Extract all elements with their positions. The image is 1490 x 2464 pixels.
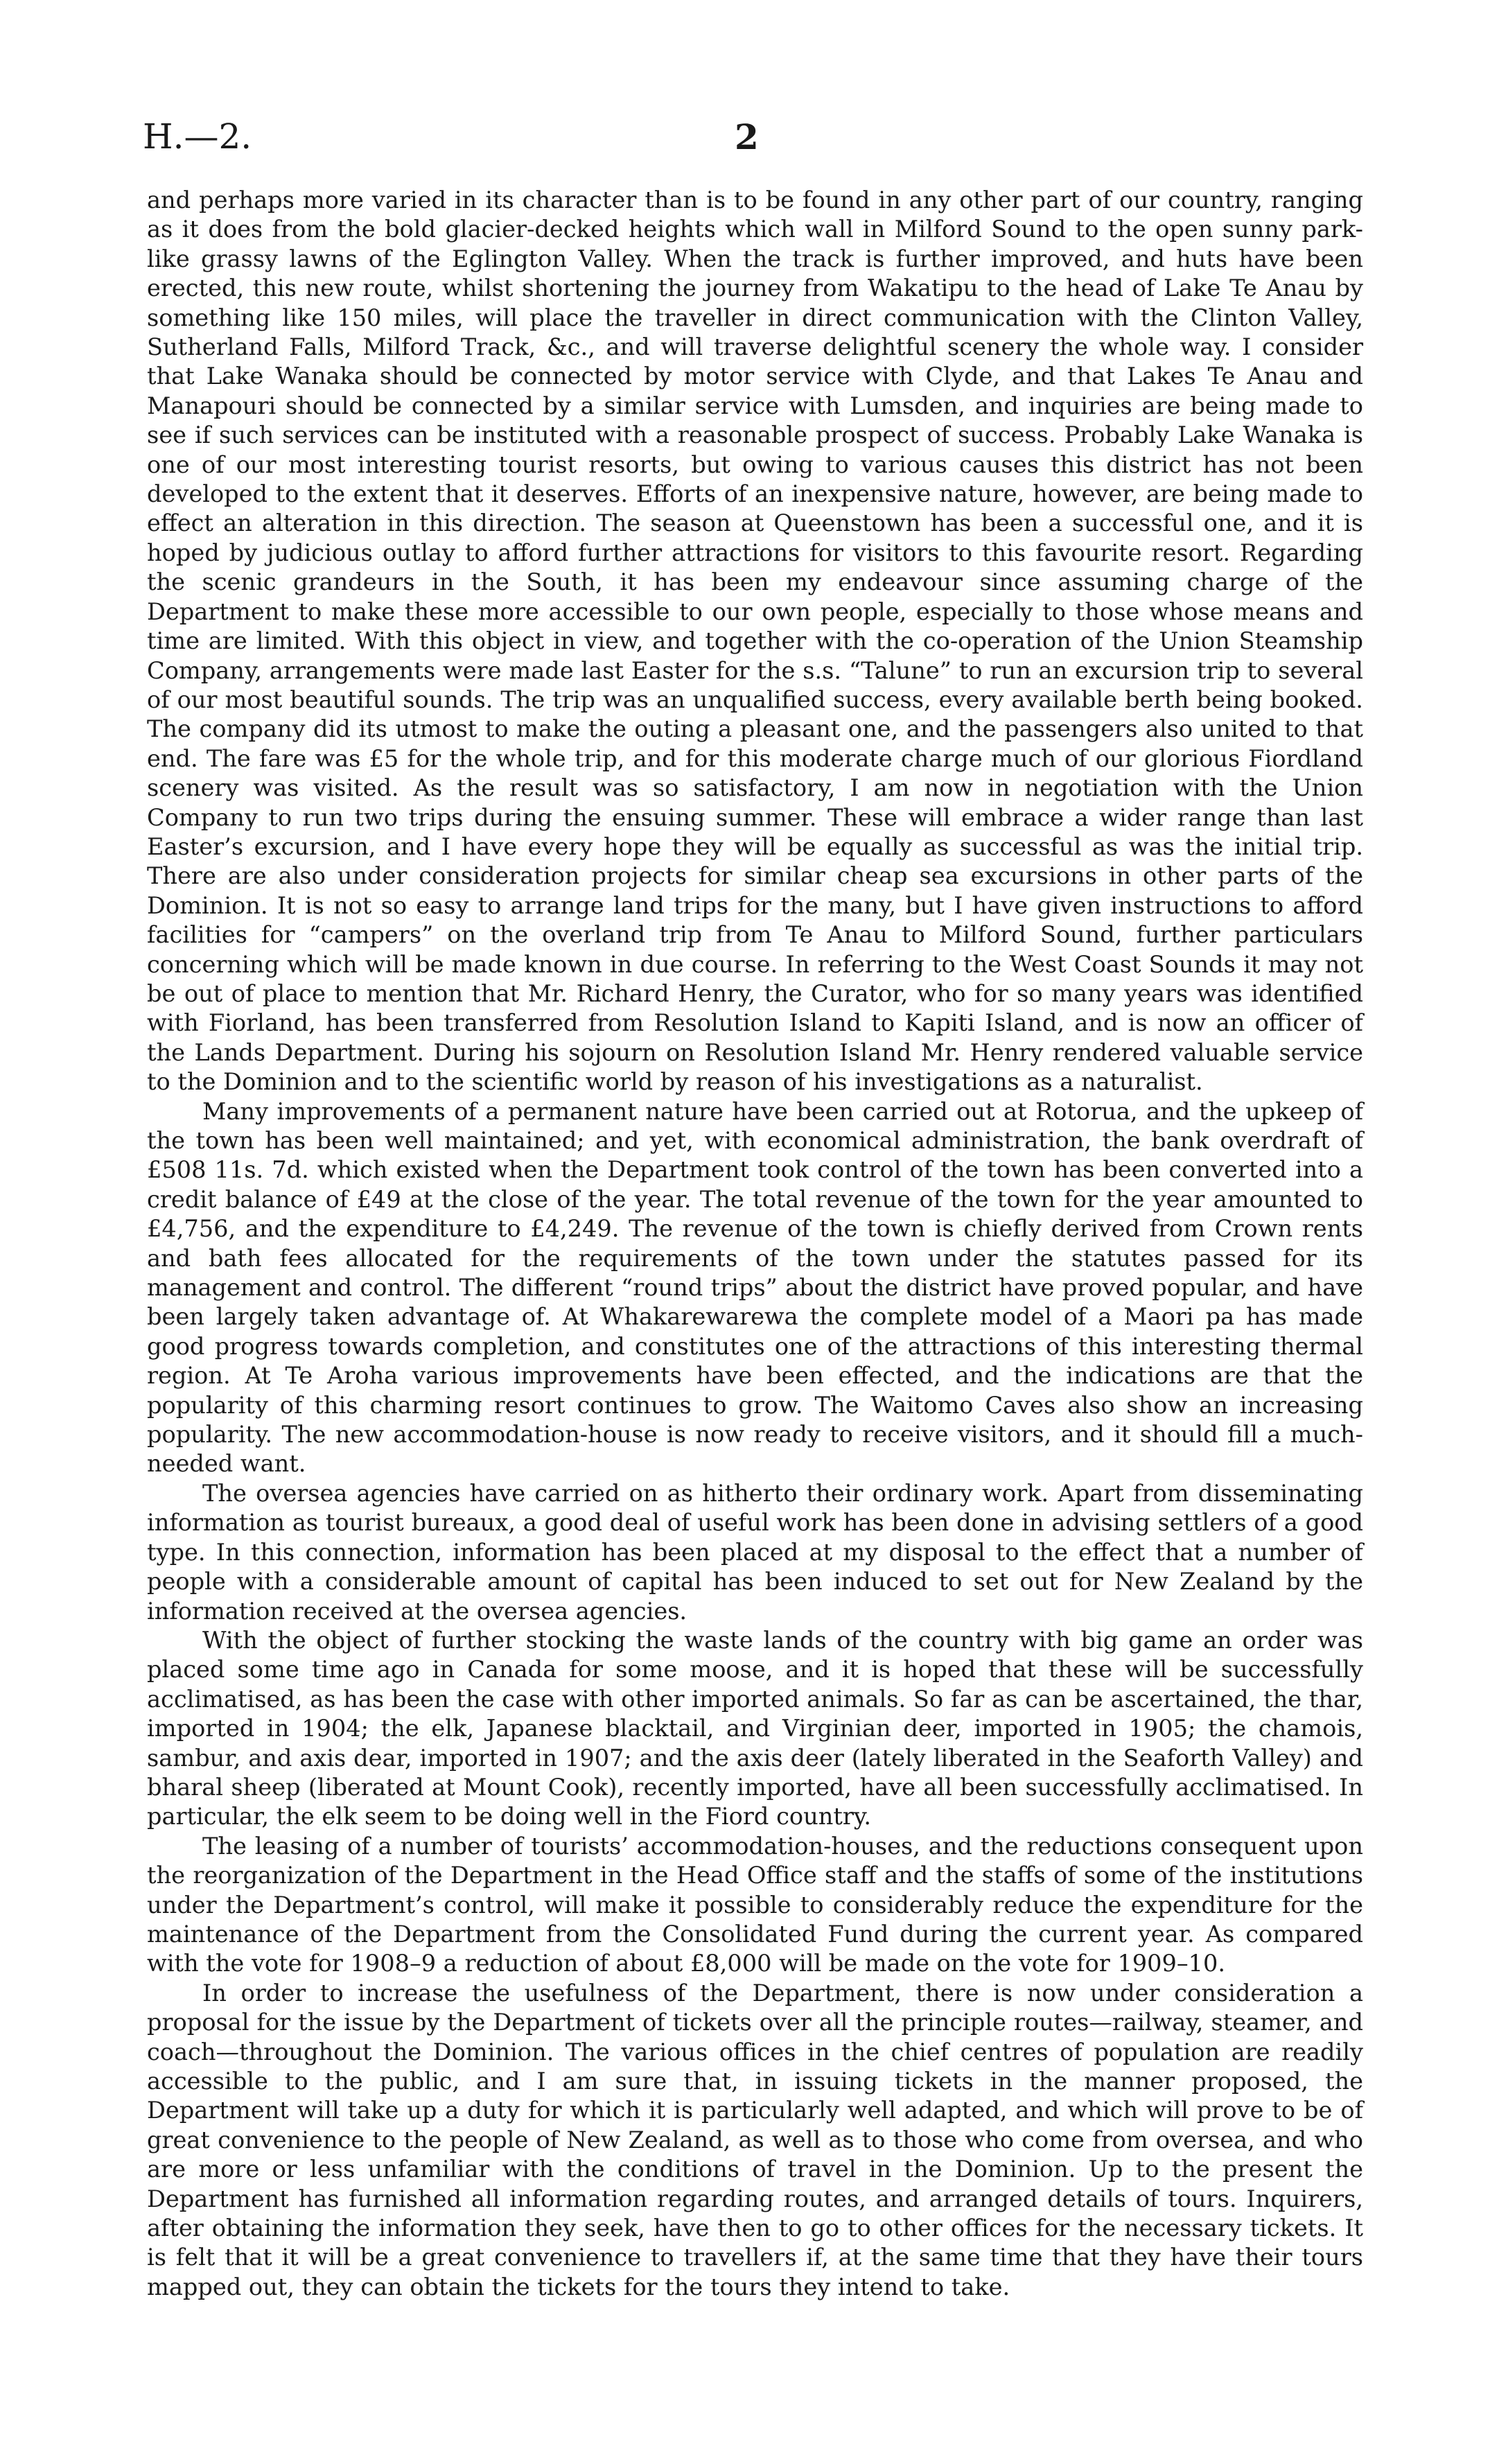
page-number: 2 bbox=[735, 116, 759, 157]
paragraph-rotorua: Many improvements of a permanent nature have been carried out at Rotorua, and the upkeep of the town has been well maintained; and yet, with economical administration, the bank overdraft of £508 11s. 7d. which existed when the Department took control of the town has been converted into a credit balance of £49 at the close of the year. The total revenue of the town for the year amounted to £4,756, and the expenditure to £4,249. The revenue of the town is chiefly derived from Crown rents and bath fees allocated for the requirements of the town under the statutes passed for its management and control. The different “round trips” about the district have proved popular, and have been largely taken advantage of. At Whakarewarewa the complete model of a Maori pa has made good progress towards completion, and constitutes one of the attractions of this interesting thermal region. At Te Aroha various improvements have been effected, and the indications are that the popularity of this charming resort continues to grow. The Waitomo Caves also show an increasing popularity. The new accommodation-house is now ready to receive visitors, and it should fill a much-needed want. bbox=[147, 1097, 1363, 1478]
paragraph-big-game: With the object of further stocking the waste lands of the country with big game an order was placed some time ago in Canada for some moose, and it is hoped that these will be successfully acclimatised, as has been the case with other imported animals. So far as can be ascertained, the thar, imported in 1904; the elk, Japanese blacktail, and Virginian deer, imported in 1905; the chamois, sambur, and axis dear, imported in 1907; and the axis deer (lately liberated in the Seaforth Valley) and bharal sheep (liberated at Mount Cook), recently imported, have all been successfully acclimatised. In particular, the elk seem to be doing well in the Fiord country. bbox=[147, 1626, 1363, 1830]
body-text bbox=[147, 186, 1363, 2302]
paragraph-expenditure: The leasing of a number of tourists’ accommodation-houses, and the reductions consequent upon the reorganization of the Department in the Head Office staff and the staffs of some of the institutions under the Department’s control, will make it possible to considerably reduce the expenditure for the maintenance of the Department from the Consolidated Fund during the current year. As compared with the vote for 1908–9 a reduction of about £8,000 will be made on the vote for 1909–10. bbox=[147, 1832, 1363, 1977]
paragraph-tourist-routes: and perhaps more varied in its character than is to be found in any other part of our country, ranging as it does from the bold glacier-decked heights which wall in Milford Sound to the open sunny park-like grassy lawns of the Eglington Valley. When the track is further improved, and huts have been erected, this new route, whilst shortening the journey from Wakatipu to the head of Lake Te Anau by something like 150 miles, will place the traveller in direct communication with the Clinton Valley, Sutherland Falls, Milford Track, &c., and will traverse delightful scenery the whole way. I consider that Lake Wanaka should be connected by motor service with Clyde, and that Lakes Te Anau and Manapouri should be connected by a similar service with Lumsden, and inquiries are being made to see if such services can be instituted with a reasonable prospect of success. Probably Lake Wanaka is one of our most interesting tourist resorts, but owing to various causes this district has not been developed to the extent that it deserves. Efforts of an inexpensive nature, however, are being made to effect an alteration in this direction. The season at Queenstown has been a successful one, and it is hoped by judicious outlay to afford further attractions for visitors to this favourite resort. Regarding the scenic grandeurs in the South, it has been my endeavour since assuming charge of the Department to make these more accessible to our own people, especially to those whose means and time are limited. With this object in view, and together with the co-operation of the Union Steamship Company, arrangements were made last Easter for the s.s. “Talune” to run an excursion trip to several of our most beautiful sounds. The trip was an unqualified success, every available berth being booked. The company did its utmost to make the outing a pleasant one, and the passengers also united to that end. The fare was £5 for the whole trip, and for this moderate charge much of our glorious Fiordland scenery was visited. As the result was so satisfactory, I am now in negotiation with the Union Company to run two trips during the ensuing summer. These will embrace a wider range than last Easter’s excursion, and I have every hope they will be equally as successful as was the initial trip. There are also under consideration projects for similar cheap sea excursions in other parts of the Dominion. It is not so easy to arrange land trips for the many, but I have given instructions to afford facilities for “campers” on the overland trip from Te Anau to Milford Sound, further particulars concerning which will be made known in due course. In referring to the West Coast Sounds it may not be out of place to mention that Mr. Richard Henry, the Curator, who for so many years was identified with Fiorland, has been transferred from Resolution Island to Kapiti Island, and is now an officer of the Lands Department. During his sojourn on Resolution Island Mr. Henry rendered valuable service to the Dominion and to the scientific world by reason of his investigations as a naturalist. bbox=[147, 186, 1363, 1096]
document-reference: H.—2. bbox=[143, 116, 252, 157]
paragraph-oversea-agencies: The oversea agencies have carried on as hitherto their ordinary work. Apart from disseminating information as tourist bureaux, a good deal of useful work has been done in advising settlers of a good type. In this connection, information has been placed at my disposal to the effect that a number of people with a considerable amount of capital has been induced to set out for New Zealand by the information received at the oversea agencies. bbox=[147, 1479, 1363, 1625]
paragraph-tickets: In order to increase the usefulness of the Department, there is now under consideration a proposal for the issue by the Department of tickets over all the principle routes—railway, steamer, and coach—throughout the Dominion. The various offices in the chief centres of population are readily accessible to the public, and I am sure that, in issuing tickets in the manner proposed, the Department will take up a duty for which it is particularly well adapted, and which will prove to be of great convenience to the people of New Zealand, as well as to those who come from oversea, and who are more or less unfamiliar with the conditions of travel in the Dominion. Up to the present the Department has furnished all information regarding routes, and arranged details of tours. Inquirers, after obtaining the information they seek, have then to go to other offices for the necessary tickets. It is felt that it will be a great convenience to travellers if, at the same time that they have their tours mapped out, they can obtain the tickets for the tours they intend to take. bbox=[147, 1979, 1363, 2300]
